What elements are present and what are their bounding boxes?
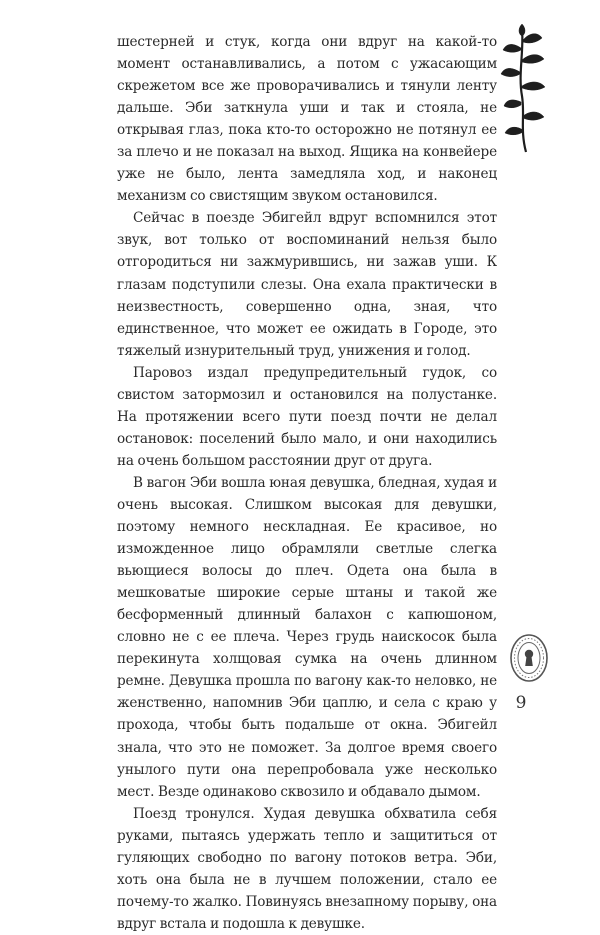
paragraph-5: Поезд тронулся. Худая девушка обхватила себя руками, пытаясь удержать тепло и защититься от гуляющих свободно по вагону потоков ветра. Эби, хоть она была не в лучшем положении, стало ее почему-то жалко. Повинуясь внезапному порыву, она вдруг встала и подошла к девушке.	[117, 805, 497, 932]
keyhole-medallion-icon	[509, 633, 549, 683]
paragraph-2: Сейчас в поезде Эбигейл вдруг вспомнился этот звук, вот только от воспоминаний нельзя было отгородиться ни зажмурившись, ни зажав уши. К глазам подступили слезы. Она ехала практически в неизвестность, совершенно одна, зная, что единственное, что может ее ожидать в Городе, это тяжелый изнурительный труд, унижения и голод.	[117, 210, 497, 359]
paragraph-1: шестерней и стук, когда они вдруг на какой-то момент останавливались, а потом с ужасающим скрежетом все же проворачивались и тянули ленту дальше. Эби заткнула уши и так и стояла, не открывая глаз, пока кто-то осторожно не потянул ее за плечо и не показал на выход. Ящика на конвейере уже не было, лента замедляла ход, и наконец механизм со свистящим звуком остановился.	[117, 34, 497, 205]
floral-branch-icon	[500, 22, 548, 154]
page-number: 9	[515, 693, 527, 713]
body-text	[117, 31, 497, 935]
paragraph-4: В вагон Эби вошла юная девушка, бледная, худая и очень высокая. Слишком высокая для девушки, поэтому немного нескладная. Ее красивое, но изможденное лицо обрамляли светлые слегка вьющиеся волосы до плеч. Одета она была в мешковатые широкие серые штаны и такой же бесформенный длинный балахон с капюшоном, словно не с ее плеча. Через грудь наискосок была перекинута холщовая сумка на очень длинном ремне. Девушка прошла по вагону как-то неловко, не женственно, напомнив Эби цаплю, и села с краю у прохода, чтобы быть подальше от окна. Эбигейл знала, что это не поможет. За долгое время своего унылого пути она перепробовала уже несколько мест. Везде одинаково сквозило и обдавало дымом.	[117, 474, 497, 800]
paragraph-3: Паровоз издал предупредительный гудок, со свистом затормозил и остановился на полустанке. На протяжении всего пути поезд почти не делал остановок: поселений было мало, и они находились на очень большом расстоянии друг от друга.	[117, 364, 497, 469]
